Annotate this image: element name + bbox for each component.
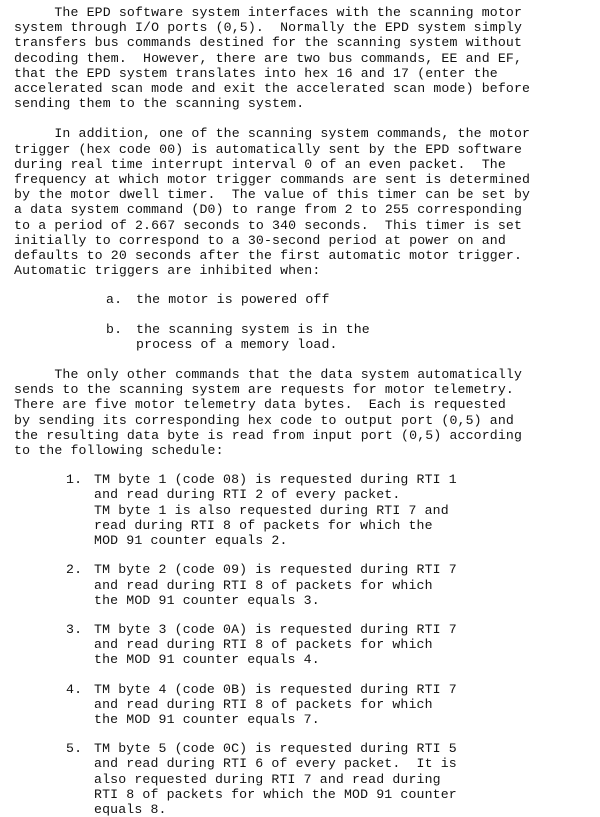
list-item bbox=[66, 741, 592, 817]
inhibit-conditions-list bbox=[14, 292, 592, 352]
telemetry-schedule-list bbox=[14, 472, 592, 817]
list-item-text: the motor is powered off bbox=[136, 292, 330, 308]
list-item bbox=[66, 622, 592, 668]
list-marker: 5. bbox=[66, 741, 83, 757]
list-item-text: TM byte 4 (code 0B) is requested during RTI 7 and read during RTI 8 of packets for which the MOD 91 counter equals 7. bbox=[94, 681, 457, 727]
list-marker: b. bbox=[106, 321, 123, 337]
paragraph-scanning-interface: The EPD software system interfaces with the scanning motor system through I/O ports (0,5). Normally the EPD system simply transfers bus commands destined for the scanning system without decoding them. However, there are two bus commands, EE and EF, that the EPD system translates into hex 16 and 17 (enter the accelerated scan mode and exit the accelerated scan mode) before sending them to the scanning system. bbox=[14, 5, 531, 112]
list-item bbox=[66, 682, 592, 728]
list-item-text: TM byte 5 (code 0C) is requested during RTI 5 and read during RTI 6 of every packet. It is also requested during RTI 7 and read during RTI 8 of packets for which the MOD 91 counter equals 8. bbox=[94, 741, 457, 817]
list-item-text: TM byte 1 (code 08) is requested during RTI 1 and read during RTI 2 of every packet. TM byte 1 is also requested during RTI 7 and read during RTI 8 of packets for which the MOD 91 counter equals 2. bbox=[94, 472, 457, 549]
paragraph-motor-trigger: In addition, one of the scanning system commands, the motor trigger (hex code 00) is automatically sent by the EPD software during real time interrupt interval 0 of an even packet. The frequency at which motor trigger commands are sent is determined by the motor dwell timer. The value of this timer can be set by a data system command (D0) to range from 2 to 255 corresponding to a period of 2.667 seconds to 340 seconds. This timer is set initially to correspond to a 30-second period at power on and defaults to 20 seconds after the first automatic motor trigger. Automatic triggers are inhibited when: bbox=[14, 126, 531, 279]
list-marker: 1. bbox=[66, 472, 83, 488]
list-marker: a. bbox=[106, 292, 123, 308]
list-item bbox=[106, 292, 592, 307]
paragraph-motor-telemetry: The only other commands that the data system automatically sends to the scanning system are requests for motor telemetry. There are five motor telemetry data bytes. Each is requested by sending its corresponding hex code to output port (0,5) and the resulting data byte is read from input port (0,5) according to the following schedule: bbox=[14, 367, 523, 459]
list-item bbox=[66, 472, 592, 548]
list-item-text: the scanning system is in the process of a memory load. bbox=[136, 321, 370, 352]
list-item-text: TM byte 2 (code 09) is requested during RTI 7 and read during RTI 8 of packets for which the MOD 91 counter equals 3. bbox=[94, 562, 457, 608]
list-marker: 2. bbox=[66, 562, 83, 578]
list-item bbox=[66, 562, 592, 608]
list-marker: 3. bbox=[66, 621, 83, 637]
list-item-text: TM byte 3 (code 0A) is requested during RTI 7 and read during RTI 8 of packets for which the MOD 91 counter equals 4. bbox=[94, 621, 457, 668]
list-marker: 4. bbox=[66, 681, 83, 697]
list-item bbox=[106, 322, 592, 352]
